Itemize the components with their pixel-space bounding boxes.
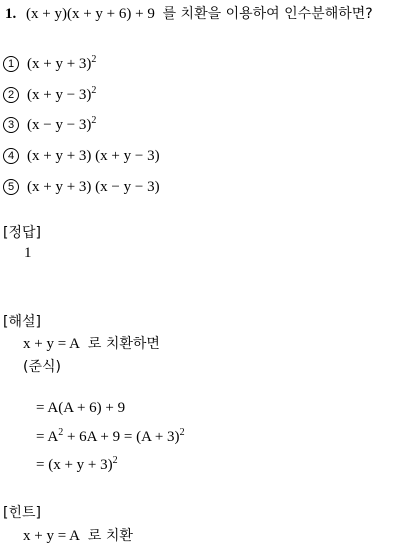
- choice-text: (x + y + 3) (x + y − 3): [27, 148, 160, 164]
- choice-4[interactable]: [3, 148, 160, 165]
- choice-text: (x + y − 3): [27, 87, 92, 103]
- explanation-label: [해설]: [3, 314, 41, 330]
- answer-label: [정답]: [3, 225, 41, 241]
- hint-line: [23, 525, 133, 545]
- choice-mark: 5: [3, 179, 19, 195]
- question-text: 를 치환을 이용하여 인수분해하면?: [162, 6, 373, 22]
- choice-mark: 2: [3, 87, 19, 103]
- answer-value: 1: [24, 245, 32, 261]
- choice-5[interactable]: [3, 179, 160, 196]
- choice-exponent: 2: [91, 115, 97, 126]
- choice-text: (x + y + 3) (x − y − 3): [27, 179, 160, 195]
- choice-1[interactable]: [3, 56, 96, 73]
- hint-expression: x + y = A: [23, 528, 80, 544]
- question: [5, 3, 373, 23]
- choice-mark: 4: [3, 148, 19, 164]
- choice-mark: 3: [3, 117, 19, 133]
- explanation-expression: x + y = A: [23, 336, 80, 352]
- choice-text: (x + y + 3): [27, 56, 92, 72]
- hint-text: 로 치환: [87, 528, 133, 544]
- explanation-step-2: = $A^2 + 6A + 9 = (A + 3)^2$: [36, 427, 185, 445]
- explanation-text: 로 치환하면: [87, 336, 160, 352]
- question-expression: (x + y)(x + y + 6) + 9: [26, 6, 155, 22]
- explanation-line2: (준식): [23, 359, 61, 375]
- hint-label: [힌트]: [3, 505, 41, 521]
- choice-3[interactable]: [3, 117, 96, 134]
- explanation-line1: [23, 333, 160, 353]
- choice-text: (x − y − 3): [27, 117, 92, 133]
- choice-exponent: 2: [91, 54, 97, 65]
- choice-mark: 1: [3, 56, 19, 72]
- question-number: 1.: [5, 6, 17, 22]
- choice-2[interactable]: [3, 87, 96, 104]
- explanation-step-3: = $(x + y + 3)^2$: [36, 455, 118, 473]
- explanation-step-1: = A(A + 6) + 9: [36, 400, 126, 416]
- choice-exponent: 2: [91, 85, 97, 96]
